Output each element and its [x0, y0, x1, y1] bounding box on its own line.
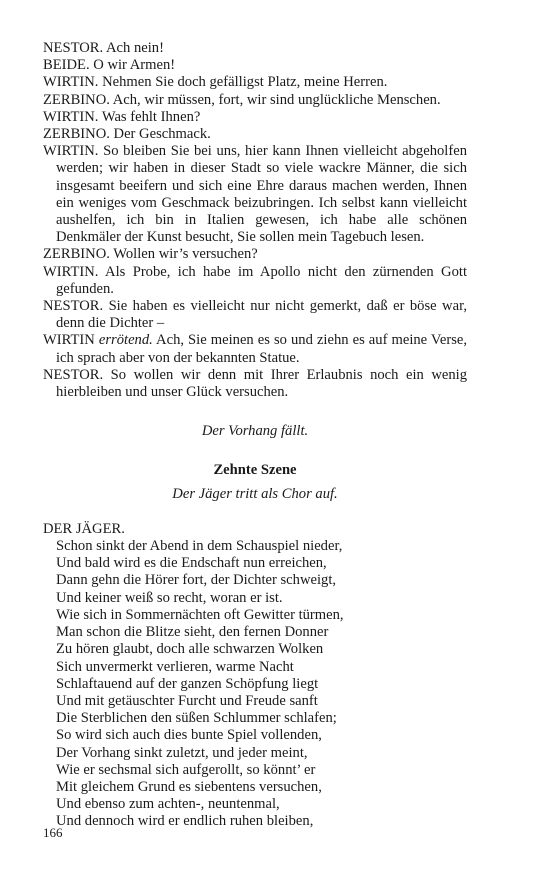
dialogue-line: NESTOR. Sie haben es vielleicht nur nicht gemerkt, daß er böse war, denn die Dichter –: [43, 298, 467, 332]
dialogue-line: [43, 332, 467, 366]
speech-text: Ach, Sie meinen es so und ziehn es auf meine Verse, ich sprach aber von der bekannten Statue.: [56, 332, 467, 366]
verse-line: So wird sich auch dies bunte Spiel vollenden,: [56, 727, 322, 744]
verse-speaker: DER JÄGER.: [43, 520, 125, 537]
page-number: 166: [43, 825, 63, 840]
dialogue-line: BEIDE. O wir Armen!: [43, 57, 176, 74]
verse-line: Zu hören glaubt, doch alle schwarzen Wolken: [56, 641, 324, 658]
page-body: [43, 40, 467, 831]
scene-heading: Zehnte Szene: [213, 462, 297, 479]
dialogue-block: [43, 40, 467, 401]
speaker-name: WIRTIN: [43, 332, 95, 349]
dialogue-line: ZERBINO. Wollen wir’s versuchen?: [43, 246, 258, 263]
verse-line: Wie sich in Sommernächten oft Gewitter türmen,: [56, 606, 344, 623]
dialogue-line: NESTOR. So wollen wir denn mit Ihrer Erlaubnis noch ein wenig hierbleiben und unser Glück versuchen.: [43, 366, 467, 401]
verse-block: [43, 538, 467, 830]
verse-line: Der Vorhang sinkt zuletzt, und jeder meint,: [56, 744, 308, 761]
dialogue-line: ZERBINO. Ach, wir müssen, fort, wir sind unglückliche Menschen.: [43, 91, 441, 108]
dialogue-line: WIRTIN. So bleiben Sie bei uns, hier kann Ihnen vielleicht abgeholfen werden; wir haben in dieser Stadt so viele wackre Männer, die sich insgesamt beeifern und sich eine Ehre daraus machen werden, Ihnen ein weniges vom Geschmack beizubringen. Ich selbst kann vielleicht aushelfen, ich bin in Italien gewesen, ich habe alle schönen Denkmäler der Kunst besucht, Sie sollen mein Tagebuch lesen.: [43, 143, 467, 246]
verse-line: Sich unvermerkt verlieren, warme Nacht: [56, 658, 294, 675]
verse-line: Und ebenso zum achten-, neuntenmal,: [56, 796, 280, 813]
verse-line: Schlaftauend auf der ganzen Schöpfung liegt: [56, 675, 319, 692]
verse-line: Mit gleichem Grund es siebentens versuchen,: [56, 778, 322, 795]
scene-direction: Der Jäger tritt als Chor auf.: [172, 485, 338, 502]
verse-line: Und bald wird es die Endschaft nun erreichen,: [56, 555, 327, 572]
dialogue-line: WIRTIN. Nehmen Sie doch gefälligst Platz, meine Herren.: [43, 74, 388, 91]
verse-line: Und mit getäuschter Furcht und Freude sanft: [56, 692, 318, 709]
verse-line: Man schon die Blitze sieht, den fernen Donner: [56, 624, 329, 641]
verse-line: Die Sterblichen den süßen Schlummer schlafen;: [56, 710, 337, 727]
verse-line: Und keiner weiß so recht, woran er ist.: [56, 589, 283, 606]
verse-line: Wie er sechsmal sich aufgerollt, so könnt’ er: [56, 761, 316, 778]
dialogue-line: WIRTIN. Als Probe, ich habe im Apollo nicht den zürnenden Gott gefunden.: [43, 263, 467, 297]
verse-line: Dann gehn die Hörer fort, der Dichter schweigt,: [56, 572, 337, 589]
stage-direction-curtain: Der Vorhang fällt.: [201, 423, 309, 440]
dialogue-line: ZERBINO. Der Geschmack.: [43, 126, 211, 143]
verse-line: Und dennoch wird er endlich ruhen bleiben,: [56, 813, 314, 830]
stage-direction-inline: errötend.: [98, 332, 153, 349]
verse-line: Schon sinkt der Abend in dem Schauspiel nieder,: [56, 538, 343, 555]
dialogue-line: WIRTIN. Was fehlt Ihnen?: [43, 108, 201, 125]
dialogue-line: NESTOR. Ach nein!: [43, 40, 164, 56]
